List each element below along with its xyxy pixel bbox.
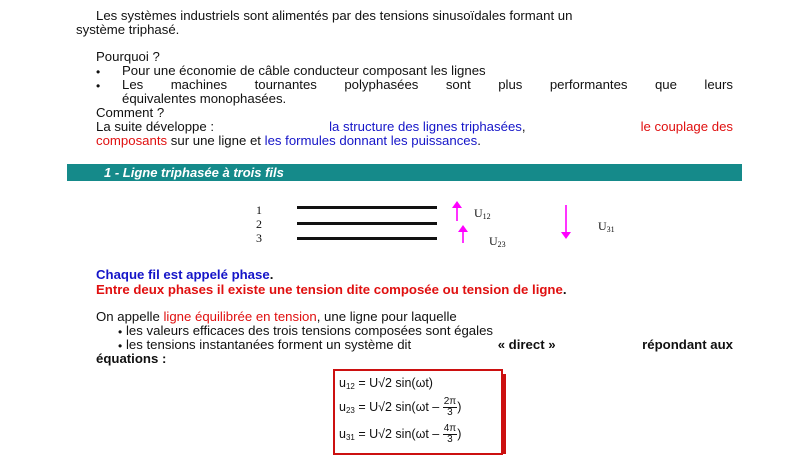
equilibre-bullet-2 bbox=[126, 338, 733, 352]
u23-label bbox=[489, 234, 506, 249]
fraction bbox=[443, 424, 457, 445]
u31-letter: U bbox=[598, 219, 607, 233]
arrow-up-icon bbox=[456, 224, 470, 244]
direct-term: « direct » bbox=[497, 337, 556, 352]
comma: , bbox=[521, 119, 526, 134]
u31-subscript: 31 bbox=[606, 225, 615, 234]
eq-lhs: u bbox=[339, 426, 346, 441]
u12-subscript: 12 bbox=[482, 212, 491, 221]
u31-label bbox=[598, 219, 615, 234]
pourquoi-bullet-2-line-2: équivalentes monophasées. bbox=[122, 91, 287, 106]
u12-label bbox=[474, 206, 491, 221]
equilibre-b2-end: répondant aux bbox=[642, 337, 733, 352]
tension-composee-text: Entre deux phases il existe une tension dite composée ou tension de ligne bbox=[96, 282, 563, 297]
period: . bbox=[477, 133, 481, 148]
equation-u12 bbox=[339, 376, 433, 390]
equilibre-line-1 bbox=[96, 310, 457, 324]
tension-composee-definition bbox=[96, 283, 566, 297]
equations-label: équations : bbox=[96, 351, 167, 366]
u23-letter: U bbox=[489, 234, 498, 248]
u12-letter: U bbox=[474, 206, 483, 220]
comment-formules: les formules donnant les puissances bbox=[264, 133, 478, 148]
pourquoi-label: Pourquoi ? bbox=[96, 49, 160, 64]
intro-line-2: système triphasé. bbox=[76, 22, 180, 37]
period: . bbox=[269, 267, 274, 282]
equations-box bbox=[333, 369, 503, 455]
wire-1 bbox=[297, 206, 437, 209]
comment-line-1 bbox=[96, 120, 733, 134]
equilibre-bullet-1: les valeurs efficaces des trois tensions composées sont égales bbox=[126, 323, 494, 338]
eq-lhs: u bbox=[339, 376, 346, 390]
eq-rhs: = U√2 sin(ωt – bbox=[358, 426, 440, 441]
wire-label-3: 3 bbox=[256, 231, 262, 245]
arrow-up-icon bbox=[450, 200, 464, 222]
u23-subscript: 23 bbox=[497, 240, 506, 249]
equilibre-text-c: , une ligne pour laquelle bbox=[316, 309, 457, 324]
comment-couplage: le couplage des bbox=[640, 119, 733, 134]
denominator: 3 bbox=[447, 407, 453, 418]
eq-subscript: 12 bbox=[345, 382, 355, 391]
bullet-glyph: • bbox=[96, 65, 101, 79]
bullet-glyph: • bbox=[118, 325, 123, 339]
wire-label-2: 2 bbox=[256, 217, 262, 231]
eq-rhs: = U√2 sin(ωt) bbox=[358, 376, 433, 390]
equilibre-b2-text: les tensions instantanées forment un système dit bbox=[126, 337, 412, 352]
comment-text: La suite développe : bbox=[96, 119, 215, 134]
equilibre-text-a: On appelle bbox=[96, 309, 160, 324]
denominator: 3 bbox=[447, 434, 453, 445]
wire-2 bbox=[297, 222, 437, 225]
period: . bbox=[562, 282, 567, 297]
section-title: 1 - Ligne triphasée à trois fils bbox=[104, 165, 284, 180]
fraction bbox=[443, 397, 457, 418]
equation-u31 bbox=[339, 424, 461, 445]
comment-label: Comment ? bbox=[96, 105, 165, 120]
numerator: 4π bbox=[443, 423, 457, 434]
intro-line-1: Les systèmes industriels sont alimentés par des tensions sinusoïdales formant un bbox=[96, 8, 573, 23]
numerator: 2π bbox=[443, 396, 457, 407]
phase-definition bbox=[96, 268, 273, 282]
close-paren: ) bbox=[457, 426, 462, 441]
comment-structure: la structure des lignes triphasées bbox=[329, 119, 522, 134]
eq-subscript: 23 bbox=[345, 405, 355, 415]
equation-u23 bbox=[339, 397, 461, 418]
eq-lhs: u bbox=[339, 399, 346, 414]
equilibre-term: ligne équilibrée en tension bbox=[163, 309, 317, 324]
bullet-glyph: • bbox=[96, 79, 101, 93]
eq-subscript: 31 bbox=[345, 432, 355, 442]
close-paren: ) bbox=[457, 399, 462, 414]
comment-line-2 bbox=[96, 134, 481, 148]
comment-text-2: sur une ligne et bbox=[170, 133, 261, 148]
pourquoi-bullet-1: Pour une économie de câble conducteur composant les lignes bbox=[122, 63, 486, 78]
eq-rhs: = U√2 sin(ωt – bbox=[358, 399, 440, 414]
bullet-glyph: • bbox=[118, 339, 123, 353]
phase-definition-text: Chaque fil est appelé phase bbox=[96, 267, 270, 282]
wire-3 bbox=[297, 237, 437, 240]
section-banner bbox=[67, 164, 742, 181]
pourquoi-bullet-2-line-1: Les machines tournantes polyphasées sont plus performantes que leurs bbox=[122, 77, 733, 92]
comment-composants: composants bbox=[96, 133, 168, 148]
wire-label-1: 1 bbox=[256, 203, 262, 217]
arrow-down-icon bbox=[559, 204, 573, 240]
